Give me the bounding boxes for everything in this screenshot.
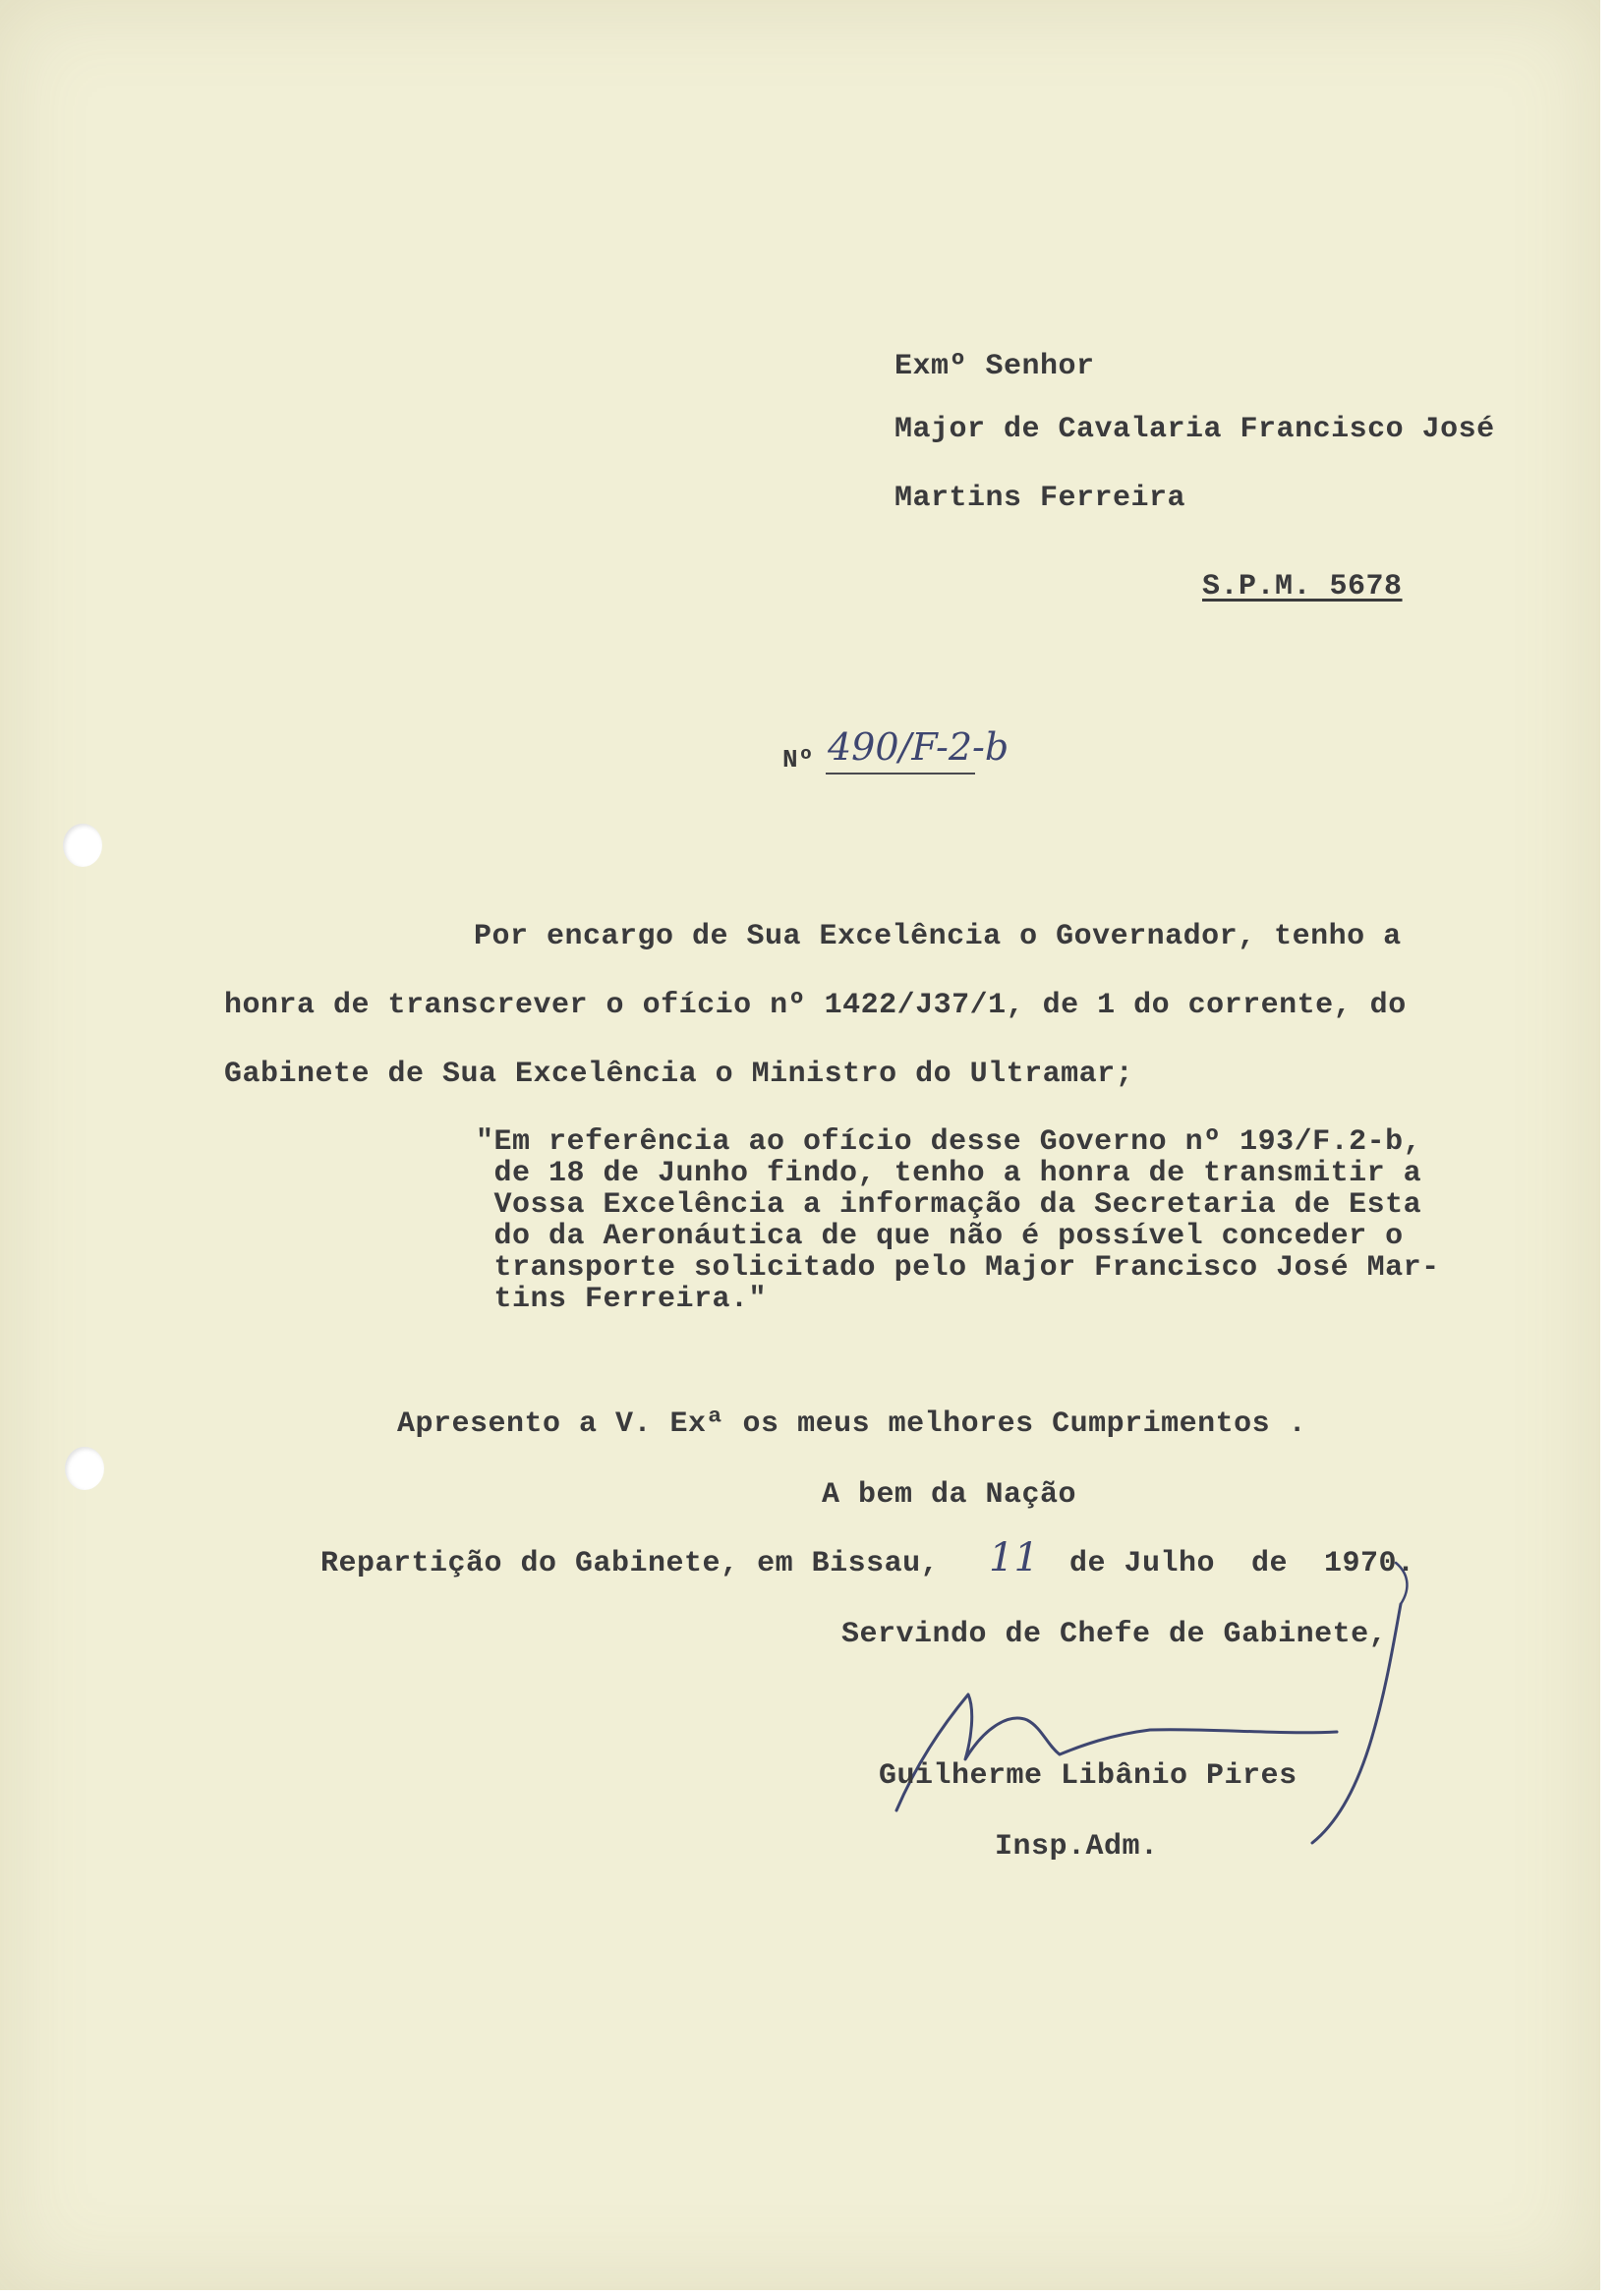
signer-title: Insp.Adm. [995, 1830, 1159, 1864]
quote-line: Vossa Excelência a informação da Secretaria de Esta [476, 1188, 1422, 1222]
reference-prefix: Nº [782, 745, 815, 775]
body-line-3: Gabinete de Sua Excelência o Ministro do Ultramar; [224, 1058, 1134, 1091]
closing-line: Apresento a V. Exª os meus melhores Cumprimentos . [397, 1407, 1307, 1441]
motto: A bem da Nação [822, 1478, 1077, 1512]
date-day-handwritten: 11 [989, 1535, 1039, 1580]
quote-line: transporte solicitado pelo Major Francisco José Mar- [476, 1251, 1440, 1285]
place-date-prefix: Repartição do Gabinete, em Bissau, [320, 1547, 940, 1580]
postal-code: S.P.M. 5678 [1202, 570, 1403, 603]
signer-name: Guilherme Libânio Pires [879, 1759, 1298, 1793]
quote-line: tins Ferreira." [476, 1283, 768, 1316]
place-date-suffix: de Julho de 1970. [1069, 1547, 1415, 1580]
addressee-name-line1: Major de Cavalaria Francisco José [894, 413, 1495, 446]
body-line-1: Por encargo de Sua Excelência o Governador, tenho a [474, 920, 1402, 953]
quote-line: "Em referência ao ofício desse Governo nº 193/F.2-b, [476, 1125, 1422, 1159]
quote-line: de 18 de Junho findo, tenho a honra de transmitir a [476, 1157, 1422, 1190]
quote-line: do da Aeronáutica de que não é possível conceder o [476, 1220, 1404, 1253]
signer-role: Servindo de Chefe de Gabinete, [841, 1618, 1388, 1651]
reference-number-handwritten: 490/F-2-b [828, 725, 1009, 769]
addressee-name-line2: Martins Ferreira [894, 482, 1186, 515]
body-line-2: honra de transcrever o ofício nº 1422/J37/1, de 1 do corrente, do [224, 989, 1407, 1022]
salutation: Exmº Senhor [894, 350, 1095, 383]
